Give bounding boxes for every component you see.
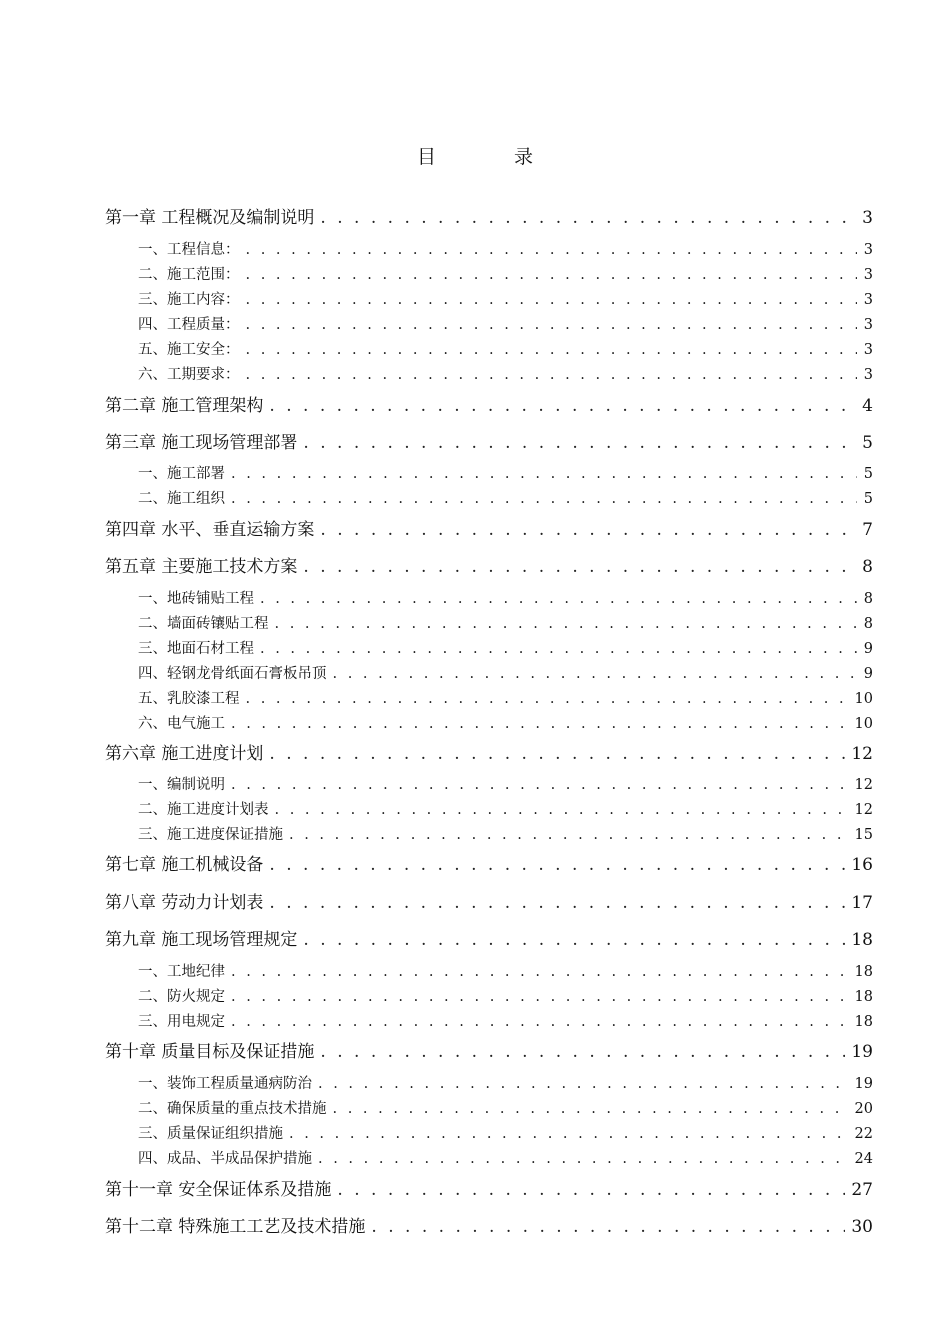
toc-section-entry[interactable] [105, 462, 873, 483]
toc-entry-label: 三、施工内容： [138, 292, 240, 308]
dot-leader [260, 641, 857, 657]
toc-entry-label: 第七章 施工机械设备 [105, 855, 264, 875]
toc-page-number: 10 [854, 716, 873, 732]
toc-page-number: 12 [851, 744, 873, 764]
dot-leader [231, 491, 857, 507]
toc-page-number: 5 [862, 433, 873, 453]
toc-page-number: 27 [851, 1180, 873, 1200]
toc-page-number: 8 [862, 557, 873, 577]
dot-leader [246, 267, 858, 283]
toc-section-entry[interactable] [105, 823, 873, 844]
dot-leader [246, 242, 858, 258]
toc-section-entry[interactable] [105, 338, 873, 359]
toc-entry-label: 第八章 劳动力计划表 [105, 893, 264, 913]
dot-leader [231, 964, 849, 980]
toc-entry-label: 第十章 质量目标及保证措施 [105, 1042, 315, 1062]
dot-leader [269, 855, 845, 875]
toc-chapter-entry[interactable] [105, 850, 873, 875]
toc-page-number: 19 [854, 1076, 873, 1092]
toc-section-entry[interactable] [105, 487, 873, 508]
toc-entry-label: 三、质量保证组织措施 [138, 1126, 283, 1142]
toc-chapter-entry[interactable] [105, 925, 873, 950]
toc-entry-label: 一、工地纪律 [138, 964, 225, 980]
toc-section-entry[interactable] [105, 687, 873, 708]
toc-page-number: 12 [854, 777, 873, 793]
toc-entry-label: 一、地砖铺贴工程 [138, 591, 254, 607]
toc-entry-label: 一、编制说明 [138, 777, 225, 793]
dot-leader [337, 1180, 845, 1200]
dot-leader [231, 716, 849, 732]
toc-page-number: 3 [863, 267, 873, 283]
dot-leader [320, 1042, 845, 1062]
dot-leader [269, 893, 845, 913]
dot-leader [333, 666, 858, 682]
toc-section-entry[interactable] [105, 1072, 873, 1093]
toc-page-number: 8 [863, 591, 873, 607]
toc-section-entry[interactable] [105, 612, 873, 633]
toc-page-number: 18 [854, 1014, 873, 1030]
toc-section-entry[interactable] [105, 712, 873, 733]
toc-entry-label: 第五章 主要施工技术方案 [105, 557, 298, 577]
toc-section-entry[interactable] [105, 1122, 873, 1143]
dot-leader [303, 930, 845, 950]
toc-entry-label: 三、地面石材工程 [138, 641, 254, 657]
toc-entry-label: 二、墙面砖镶贴工程 [138, 616, 269, 632]
toc-entry-label: 四、成品、半成品保护措施 [138, 1151, 312, 1167]
dot-leader [246, 691, 849, 707]
toc-entry-label: 第十一章 安全保证体系及措施 [105, 1180, 332, 1200]
toc-page-number: 22 [854, 1126, 873, 1142]
toc-chapter-entry[interactable] [105, 739, 873, 764]
toc-chapter-entry[interactable] [105, 552, 873, 577]
toc-page-number: 5 [863, 466, 873, 482]
toc-page-number: 5 [863, 491, 873, 507]
toc-entry-label: 三、用电规定 [138, 1014, 225, 1030]
toc-chapter-entry[interactable] [105, 1037, 873, 1062]
toc-page-number: 12 [854, 802, 873, 818]
toc-entry-label: 第二章 施工管理架构 [105, 396, 264, 416]
toc-page-number: 3 [863, 342, 873, 358]
toc-entry-label: 二、施工进度计划表 [138, 802, 269, 818]
toc-entry-label: 四、轻钢龙骨纸面石膏板吊顶 [138, 666, 327, 682]
toc-page-number: 18 [854, 989, 873, 1005]
toc-section-entry[interactable] [105, 985, 873, 1006]
toc-page-number: 17 [851, 893, 873, 913]
toc-entry-label: 四、工程质量： [138, 317, 240, 333]
toc-entry-label: 二、施工范围： [138, 267, 240, 283]
toc-chapter-entry[interactable] [105, 515, 873, 540]
toc-entry-label: 六、电气施工 [138, 716, 225, 732]
toc-section-entry[interactable] [105, 662, 873, 683]
toc-entry-label: 六、工期要求： [138, 367, 240, 383]
dot-leader [231, 1014, 849, 1030]
toc-page-number: 3 [863, 367, 873, 383]
toc-chapter-entry[interactable] [105, 391, 873, 416]
toc-chapter-entry[interactable] [105, 888, 873, 913]
toc-section-entry[interactable] [105, 238, 873, 259]
toc-page-number: 30 [851, 1217, 873, 1237]
toc-page-number: 3 [863, 292, 873, 308]
dot-leader [289, 1126, 849, 1142]
toc-page-number: 16 [851, 855, 873, 875]
dot-leader [289, 827, 849, 843]
toc-page-number: 9 [863, 666, 873, 682]
toc-entry-label: 第三章 施工现场管理部署 [105, 433, 298, 453]
toc-page-number: 7 [862, 520, 873, 540]
toc-section-entry[interactable] [105, 587, 873, 608]
toc-entry-label: 第四章 水平、垂直运输方案 [105, 520, 315, 540]
dot-leader [275, 616, 858, 632]
toc-entry-label: 第一章 工程概况及编制说明 [105, 208, 315, 228]
dot-leader [231, 777, 849, 793]
toc-chapter-entry[interactable] [105, 1212, 873, 1237]
toc-entry-label: 二、施工组织 [138, 491, 225, 507]
toc-page-number: 19 [851, 1042, 873, 1062]
toc-section-entry[interactable] [105, 798, 873, 819]
toc-section-entry[interactable] [105, 1147, 873, 1168]
toc-chapter-entry[interactable] [105, 203, 873, 228]
dot-leader [275, 802, 849, 818]
dot-leader [320, 208, 856, 228]
toc-section-entry[interactable] [105, 637, 873, 658]
dot-leader [318, 1151, 849, 1167]
dot-leader [371, 1217, 845, 1237]
toc-entry-label: 三、施工进度保证措施 [138, 827, 283, 843]
dot-leader [303, 433, 856, 453]
toc-entry-label: 二、防火规定 [138, 989, 225, 1005]
toc-page-number: 18 [851, 930, 873, 950]
toc-page-number: 3 [863, 242, 873, 258]
dot-leader [318, 1076, 849, 1092]
toc-chapter-entry[interactable] [105, 1175, 873, 1200]
toc-page-number: 3 [863, 317, 873, 333]
toc-entry-label: 一、装饰工程质量通病防治 [138, 1076, 312, 1092]
dot-leader [231, 466, 857, 482]
toc-page-number: 9 [863, 641, 873, 657]
toc-page-number: 3 [862, 208, 873, 228]
dot-leader [269, 396, 856, 416]
toc-section-entry[interactable] [105, 363, 873, 384]
toc-entry-label: 一、施工部署 [138, 466, 225, 482]
toc-entry-label: 五、乳胶漆工程 [138, 691, 240, 707]
toc-section-entry[interactable] [105, 313, 873, 334]
toc-section-entry[interactable] [105, 960, 873, 981]
toc-page-number: 18 [854, 964, 873, 980]
dot-leader [260, 591, 857, 607]
toc-section-entry[interactable] [105, 263, 873, 284]
dot-leader [303, 557, 856, 577]
dot-leader [246, 367, 858, 383]
toc-title: 目 录 [416, 146, 570, 168]
toc-entry-label: 五、施工安全： [138, 342, 240, 358]
dot-leader [320, 520, 856, 540]
toc-entry-label: 第六章 施工进度计划 [105, 744, 264, 764]
dot-leader [246, 292, 858, 308]
toc-entry-label: 二、确保质量的重点技术措施 [138, 1101, 327, 1117]
dot-leader [246, 317, 858, 333]
toc-page-number: 10 [854, 691, 873, 707]
dot-leader [269, 744, 845, 764]
toc-entry-label: 一、工程信息： [138, 242, 240, 258]
toc-section-entry[interactable] [105, 1010, 873, 1031]
dot-leader [231, 989, 849, 1005]
toc-section-entry[interactable] [105, 1097, 873, 1118]
toc-entry-label: 第九章 施工现场管理规定 [105, 930, 298, 950]
dot-leader [246, 342, 858, 358]
toc-section-entry[interactable] [105, 288, 873, 309]
toc-page-number: 20 [854, 1101, 873, 1117]
toc-page-number: 8 [863, 616, 873, 632]
toc-chapter-entry[interactable] [105, 428, 873, 453]
toc-page-number: 15 [854, 827, 873, 843]
toc-section-entry[interactable] [105, 773, 873, 794]
toc-entry-label: 第十二章 特殊施工工艺及技术措施 [105, 1217, 366, 1237]
toc-page-number: 24 [854, 1151, 873, 1167]
toc-page-number: 4 [862, 396, 873, 416]
dot-leader [333, 1101, 849, 1117]
